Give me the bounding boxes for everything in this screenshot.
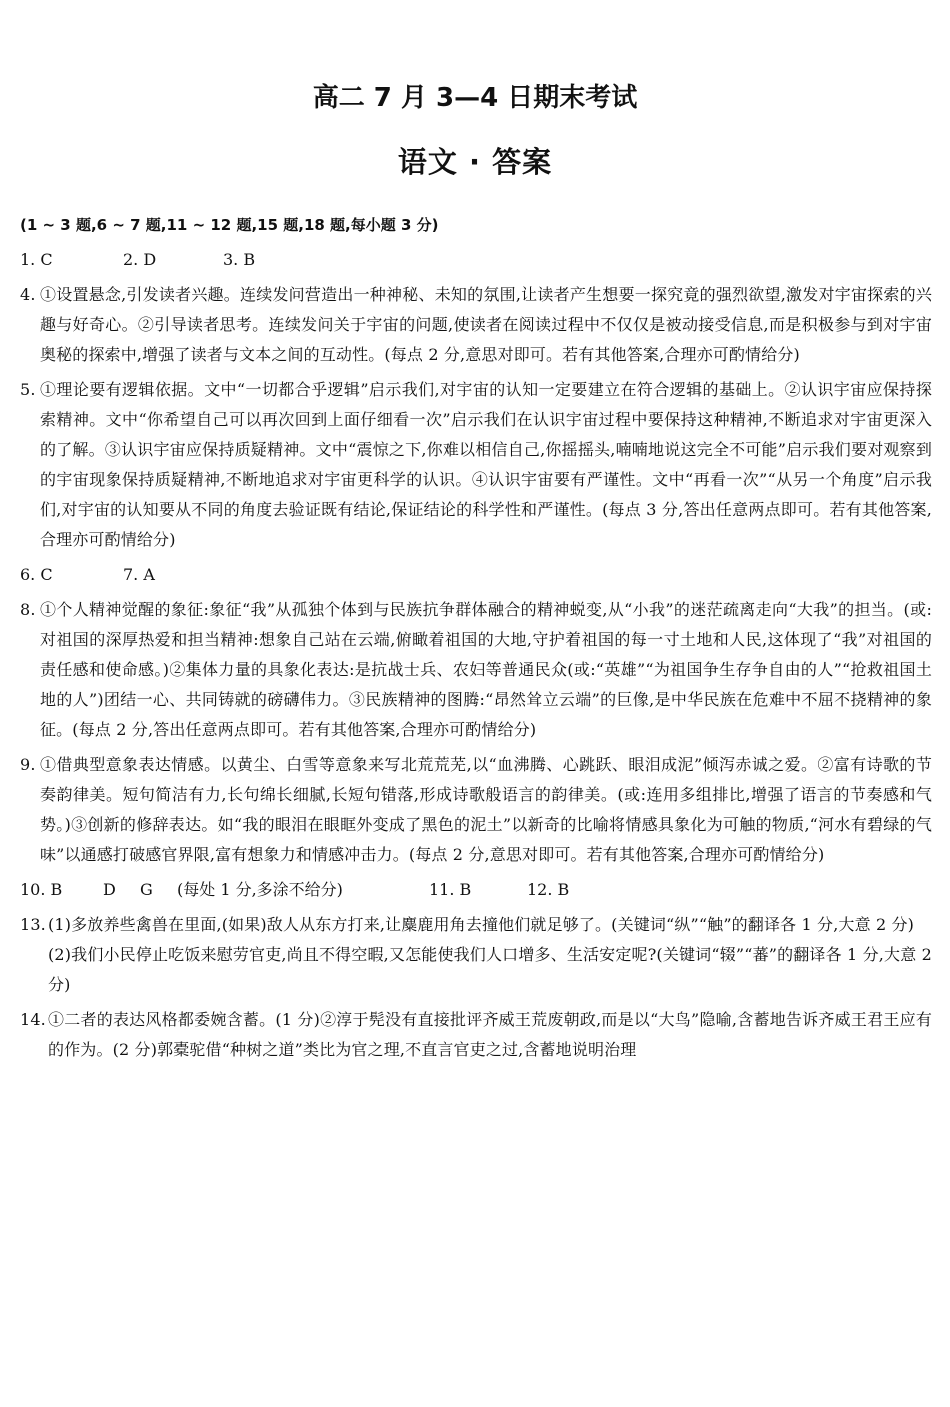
answer-13-part-2: [20, 940, 932, 1000]
part-number: (1): [48, 915, 72, 934]
answer-text: 我们小民停止吃饭来慰劳官吏,尚且不得空暇,又怎能使我们人口增多、生活安定呢?(关键词“辍”“蕃”的翻译各 1 分,大意 2 分): [48, 945, 932, 994]
answer-5: [20, 375, 932, 555]
answer-9: [20, 750, 932, 870]
answer-12: 12. B: [527, 880, 570, 899]
answer-10: 10. B: [20, 880, 63, 899]
answer-10-note: (每处 1 分,多涂不给分): [177, 880, 343, 899]
answers-10-12: [20, 875, 932, 905]
answer-text: 多放养些禽兽在里面,(如果)敌人从东方打来,让麋鹿用角去撞他们就足够了。(关键词“纵”“触”的翻译各 1 分,大意 2 分): [71, 915, 915, 934]
answer-8: [20, 595, 932, 745]
question-number: 9.: [20, 755, 36, 774]
answer-3: 3. B: [223, 250, 256, 269]
question-number: 5.: [20, 380, 36, 399]
scoring-note: (1 ~ 3 题,6 ~ 7 题,11 ~ 12 题,15 题,18 题,每小题 3 分): [20, 216, 439, 234]
answer-11: 11. B: [429, 880, 472, 899]
question-number: 8.: [20, 600, 36, 619]
answer-6: 6. C: [20, 565, 53, 584]
answer-2: 2. D: [123, 250, 157, 269]
answer-text: ①个人精神觉醒的象征:象征“我”从孤独个体到与民族抗争群体融合的精神蜕变,从“小我”的迷茫疏离走向“大我”的担当。(或:对祖国的深厚热爱和担当精神:想象自己站在云端,俯瞰着祖国的大地,守护着祖国的每一寸土地和人民,这体现了“我”对祖国的责任感和使命感。)②集体力量的具象化表达:是抗战士兵、农妇等普通民众(或:“英雄”“为祖国争生存争自由的人”“抢救祖国土地的人”)团结一心、共同铸就的磅礴伟力。③民族精神的图腾:“昂然耸立云端”的巨像,是中华民族在危难中不屈不挠精神的象征。(每点 2 分,答出任意两点即可。若有其他答案,合理亦可酌情给分): [40, 600, 932, 739]
answer-13-part-1: [20, 910, 932, 940]
answer-4: [20, 280, 932, 370]
answer-text: ①设置悬念,引发读者兴趣。连续发问营造出一种神秘、未知的氛围,让读者产生想要一探究竟的强烈欲望,激发对宇宙探索的兴趣与好奇心。②引导读者思考。连续发问关于宇宙的问题,使读者在阅读过程中不仅仅是被动接受信息,而是积极参与到对宇宙奥秘的探索中,增强了读者与文本之间的互动性。(每点 2 分,意思对即可。若有其他答案,合理亦可酌情给分): [40, 285, 932, 364]
answer-text: ①借典型意象表达情感。以黄尘、白雪等意象来写北荒荒芜,以“血沸腾、心跳跃、眼泪成泥”倾泻赤诚之爱。②富有诗歌的节奏韵律美。短句简洁有力,长句绵长细腻,长短句错落,形成诗歌般语言的韵律美。(或:连用多组排比,增强了语言的节奏感和气势。)③创新的修辞表达。如“我的眼泪在眼眶外变成了黑色的泥土”以新奇的比喻将情感具象化为可触的物质,“河水有碧绿的气味”以通感打破感官界限,富有想象力和情感冲击力。(每点 2 分,意思对即可。若有其他答案,合理亦可酌情给分): [40, 755, 932, 864]
subject-answer-title: 语文 · 答案: [397, 145, 553, 179]
answers-1-3: [20, 245, 932, 275]
question-number: 4.: [20, 285, 36, 304]
question-number: 13.: [20, 915, 46, 934]
answer-10-g: G: [140, 880, 153, 899]
answer-10-d: D: [103, 880, 116, 899]
answer-text: ①理论要有逻辑依据。文中“一切都合乎逻辑”启示我们,对宇宙的认知一定要建立在符合逻辑的基础上。②认识宇宙应保持探索精神。文中“你希望自己可以再次回到上面仔细看一次”启示我们在认识宇宙过程中要保持这种精神,不断追求对宇宙更深入的了解。③认识宇宙应保持质疑精神。文中“震惊之下,你难以相信自己,你摇摇头,喃喃地说这完全不可能”启示我们要对观察到的宇宙现象保持质疑精神,不断地追求对宇宙更科学的认识。④认识宇宙要有严谨性。文中“再看一次”“从另一个角度”启示我们,对宇宙的认知要从不同的角度去验证既有结论,保证结论的科学性和严谨性。(每点 3 分,答出任意两点即可。若有其他答案,合理亦可酌情给分): [40, 380, 932, 549]
answer-1: 1. C: [20, 250, 53, 269]
exam-title: 高二 7 月 3—4 日期末考试: [312, 83, 638, 113]
answer-14: [20, 1005, 932, 1065]
part-number: (2): [48, 945, 72, 964]
answer-body: [20, 210, 932, 1065]
answers-6-7: [20, 560, 932, 590]
answer-text: ①二者的表达风格都委婉含蓄。(1 分)②淳于髡没有直接批评齐威王荒废朝政,而是以“大鸟”隐喻,含蓄地告诉齐威王君王应有的作为。(2 分)郭橐驼借“种树之道”类比为官之理,不直言官吏之过,含蓄地说明治理: [48, 1010, 932, 1059]
answer-7: 7. A: [123, 565, 155, 584]
question-number: 14.: [20, 1010, 46, 1029]
